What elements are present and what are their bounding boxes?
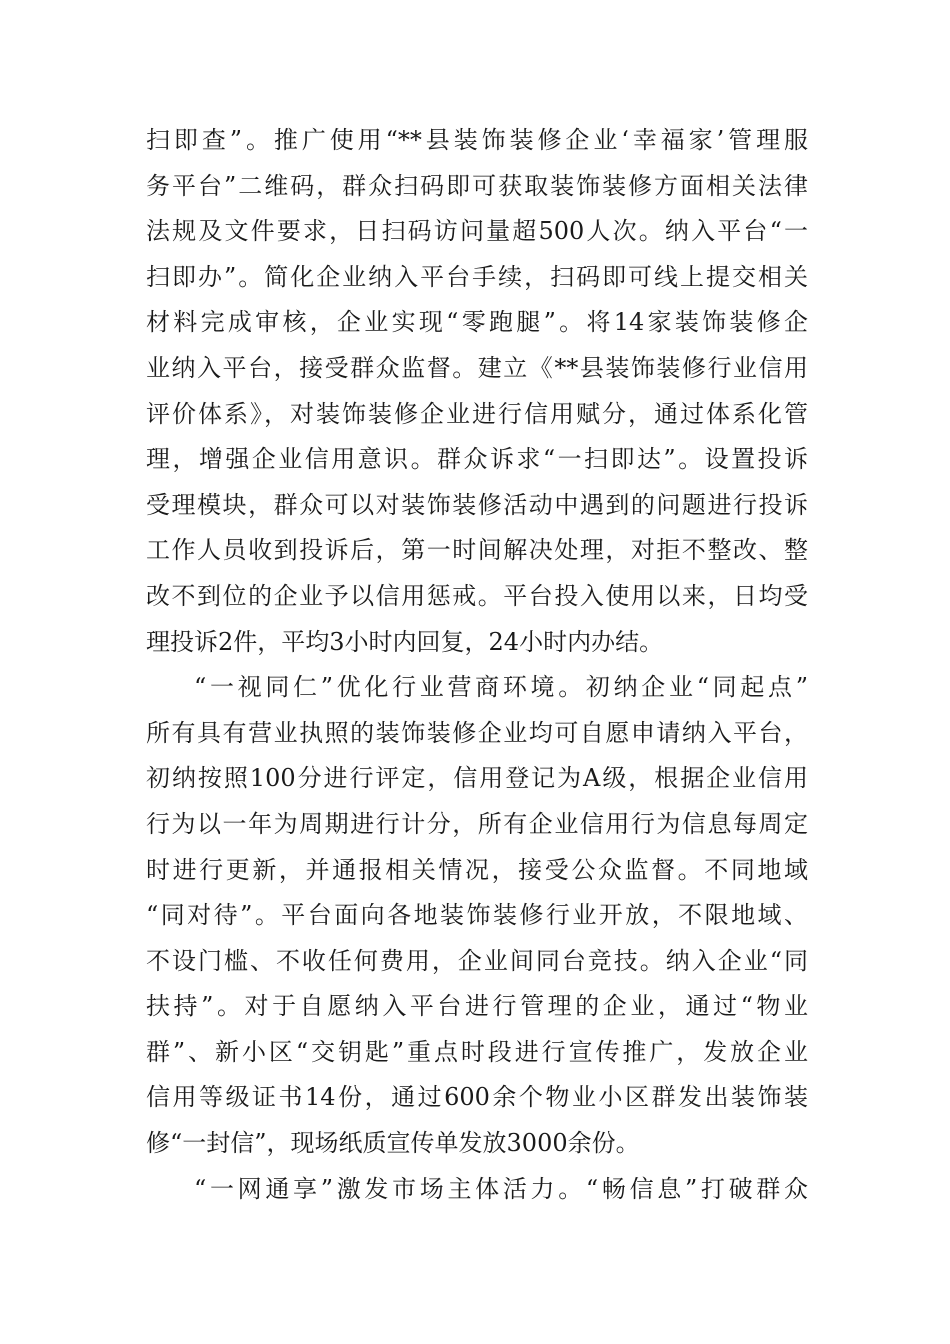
document-body	[146, 118, 808, 1212]
paragraph-line: 评价体系》，对装饰装修企业进行信用赋分，通过体系化管	[146, 399, 808, 428]
paragraph-line: 工作人员收到投诉后，第一时间解决处理，对拒不整改、整	[146, 536, 808, 565]
paragraph-line: 扫即办”。简化企业纳入平台手续，扫码即可线上提交相关	[146, 262, 808, 291]
paragraph-line: 扶持”。对于自愿纳入平台进行管理的企业，通过“物业	[146, 992, 808, 1021]
paragraph-line: 修“一封信”，现场纸质宣传单发放3000余份。	[146, 1129, 640, 1158]
paragraph-2	[146, 665, 808, 1167]
paragraph-line: 信用等级证书14份，通过600余个物业小区群发出装饰装	[146, 1083, 808, 1112]
paragraph-line: 理，增强企业信用意识。群众诉求“一扫即达”。设置投诉	[146, 445, 808, 474]
paragraph-line: 改不到位的企业予以信用惩戒。平台投入使用以来，日均受	[146, 581, 808, 610]
paragraph-line: 业纳入平台，接受群众监督。建立《**县装饰装修行业信用	[146, 353, 808, 382]
paragraph-3	[146, 1167, 808, 1213]
paragraph-line: 受理模块，群众可以对装饰装修活动中遇到的问题进行投诉	[146, 490, 808, 519]
paragraph-line: 不设门槛、不收任何费用，企业间同台竞技。纳入企业“同	[146, 946, 808, 975]
paragraph-line: “一网通享”激发市场主体活力。“畅信息”打破群众	[194, 1174, 808, 1203]
paragraph-line: “同对待”。平台面向各地装饰装修行业开放，不限地域、	[146, 901, 808, 930]
paragraph-line: 务平台”二维码，群众扫码即可获取装饰装修方面相关法律	[146, 171, 808, 200]
paragraph-line: 行为以一年为周期进行计分，所有企业信用行为信息每周定	[146, 809, 808, 838]
paragraph-line: 扫即查”。推广使用“**县装饰装修企业‘幸福家’管理服	[146, 126, 808, 154]
paragraph-line: “一视同仁”优化行业营商环境。初纳企业“同起点”	[194, 673, 808, 702]
paragraph-line: 初纳按照100分进行评定，信用登记为A级，根据企业信用	[146, 764, 808, 793]
paragraph-line: 理投诉2件，平均3小时内回复，24小时内办结。	[146, 627, 664, 656]
paragraph-line: 法规及文件要求，日扫码访问量超500人次。纳入平台“一	[146, 217, 808, 246]
paragraph-line: 材料完成审核，企业实现“零跑腿”。将14家装饰装修企	[146, 308, 808, 337]
paragraph-line: 群”、新小区“交钥匙”重点时段进行宣传推广，发放企业	[146, 1037, 808, 1066]
paragraph-line: 所有具有营业执照的装饰装修企业均可自愿申请纳入平台，	[146, 718, 808, 747]
paragraph-1	[146, 118, 808, 665]
paragraph-line: 时进行更新，并通报相关情况，接受公众监督。不同地域	[146, 855, 808, 884]
